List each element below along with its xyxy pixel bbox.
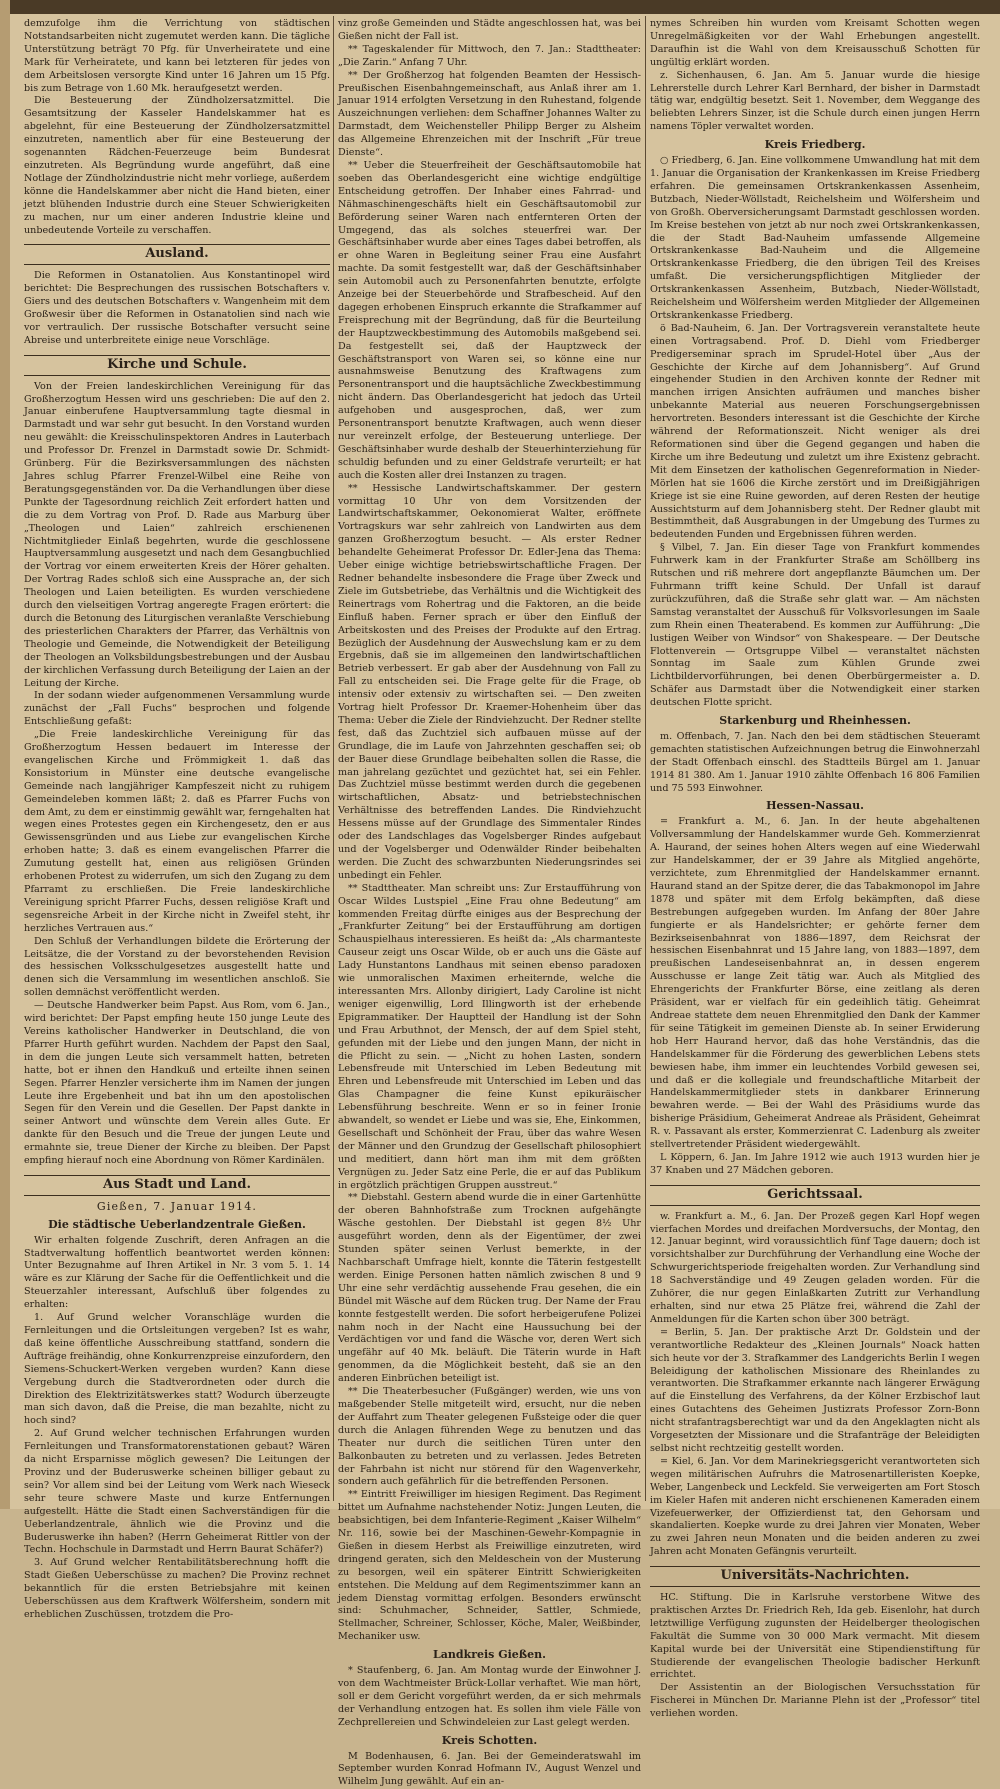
column-1 (24, 18, 330, 1620)
left-page-edge (0, 0, 10, 1509)
article-kirche: Den Schluß der Verhandlungen bildete die Erörterung der Leitsätze, die der Vorstand zu der bevorstehenden Revision des hessischen Volksschulgesetzes ausgestellt hatte und denen sich die Versammlung im wesentlichen anschloß. Sie sollen demnächst veröffentlicht werden. (24, 935, 330, 999)
top-border (0, 0, 1000, 14)
article-text: nymes Schreiben hin wurden vom Kreisamt Schotten wegen Unregelmäßigkeiten vor der Wahl Erhebungen angestellt. Daraufhin ist die Wahl von dem Kreisausschuß Schotten für ungültig erklärt worden. (650, 18, 980, 68)
article-reformen: Die Reformen in Ostanatolien. Aus Konstantinopel wird berichtet: Die Besprechungen des russischen Botschafters v. Giers und des deutschen Botschafters v. Wangenheim mit dem Großwesir über die Reformen in Ostanatolien sind nach wie vor vertraulich. Der russische Botschafter versucht seine Abreise und unterbreitete einige neue Vorschläge. (24, 270, 330, 346)
subheading-kreis-friedberg: Kreis Friedberg. (764, 138, 866, 152)
section-heading-ausland: Ausland. (24, 244, 330, 265)
section-heading-stadt-land: Aus Stadt und Land. (24, 1175, 330, 1196)
article-koeppern: L Köppern, 6. Jan. Im Jahre 1912 wie auch 1913 wurden hier je 37 Knaben und 27 Mädchen geboren. (650, 1151, 980, 1176)
subheading-kreis-schotten: Kreis Schotten. (441, 1733, 538, 1747)
subheading-hessen-nassau: Hessen-Nassau. (766, 799, 864, 813)
column-divider (333, 16, 334, 1501)
article-tageskalender: ** Tageskalender für Mittwoch, den 7. Jan.: Stadttheater: „Die Zarin.“ Anfang 7 Uhr. (338, 43, 641, 68)
article-kirche-quote: „Die Freie landeskirchliche Vereinigung für das Großherzogtum Hessen bedauert im Interesse der evangelischen Kirche und Frömmigkeit 1. daß das Konsistorium in Münster eine deutsche evangelische Gemeinde nach langjähriger Kampfeszeit nicht zu ruhigem Gemeindeleben kommen läßt; 2. daß es Pfarrer Fuchs von dem Amt, zu dem er einstimmig gewählt war, ferngehalten hat wegen eines Protestes gegen ein Kirchengesetz, den er aus Gewissensgründen und aus Liebe zur evangelischen Kirche erhoben hatte; 3. daß es einem evangelischen Pfarrer die Zumutung gestellt hat, einen aus religiösen Gründen erhobenen Protest zu widerrufen, um sich den Zugang zu dem Pfarramt zu erschließen. Die Freie landeskirchliche Vereinigung spricht Pfarrer Fuchs, dessen religiöse Kraft und segensreiche Arbeit in der Kirche nicht in Zweifel steht, ihr herzliches Vertrauen aus.“ (24, 729, 330, 934)
section-heading-universitaet: Universitäts-Nachrichten. (650, 1566, 980, 1587)
article-stadttheater: ** Stadttheater. Man schreibt uns: Zur Erstaufführung von Oscar Wildes Lustspiel „Eine Frau ohne Bedeutung“ am kommenden Freitag dürfte einiges aus der Besprechung der „Frankfurter Zeitung“ bei der Erstaufführung am dortigen Schauspielhaus interessieren. Es heißt da: „Als charmanteste Causeur zeigt uns Oscar Wilde, ob er auch uns die Gäste auf Lady Hunstantons Landhaus mit seinen ebenso paradoxen wie unmoralischen Maximen erheiternde, welche die interessanten Mrs. Allonby dirigiert, Lady Caroline ist nicht weniger eigenwillig, Lord Illingworth ist der erhebende Epigrammatiker. Der Hauptteil der Handlung ist der Sohn und Frau Arbuthnot, der Mensch, der auf dem Spiel steht, gefunden mit der Liebe und den jungen Mann, der nicht in die Pflicht zu sein. — „Nicht zu hohen Lasten, sondern Lebensfreude mit Unterschied im Leben Bedeutung mit Ehren und Lebensfreude mit Unterschied im Leben und das Glas Champagner die feine Kunst epikuräischer Lebensführung beschreite. Wenn er so in feiner Ironie abwandelt, so wendet er Liebe und was sie, Ehe, Einkommen, Gesellschaft und Schönheit der Frau, über das wahre Wesen der Männer und den Grundzug der Gesellschaft philosophiert und meditiert, dann hört man ihm mit dem größten Vergnügen zu. Jeder Satz eine Perle, die er auf das Publikum in ergötzlich prächtigen Gruppen ausstreut.“ (338, 882, 641, 1191)
article-text: vinz große Gemeinden und Städte angeschlossen hat, was bei Gießen nicht der Fall ist. (338, 18, 641, 42)
column-2 (338, 18, 641, 1788)
article-gericht-kiel: = Kiel, 6. Jan. Vor dem Marinekriegsgericht verantworteten sich wegen militärischen Aufruhrs die Matrosenartilleristen Koepke, Weber, Langenbeck und Leckfeld. Sie verweigerten am Fort Stosch im Kieler Hafen mit anderen nicht erschienenen Kameraden einem Vizefeuerwerker, der Offizierdienst tat, den Gehorsam und skandalierten. Koepke wurde zu drei Jahren vier Monaten, Weber zu zwei Jahren neun Monaten und die beiden anderen zu zwei Jahren acht Monaten Gefängnis verurteilt. (650, 1455, 980, 1558)
article-friedberg: ○ Friedberg, 6. Jan. Eine vollkommene Umwandlung hat mit dem 1. Januar die Organisation der Krankenkassen im Kreise Friedberg erfahren. Die gemeinsamen Ortskrankenkassen Assenheim, Butzbach, Nieder-Wöllstadt, Reichelsheim und Wölfersheim und von Großh. Oberversicherungsamt Darmstadt geschlossen worden. Im Kreise bestehen von jetzt ab nur noch zwei Ortskrankenkassen, die der Stadt Bad-Nauheim umfassende Allgemeine Ortskrankenkasse Bad-Nauheim und die Allgemeine Ortskrankenkasse Friedberg, die den übrigen Teil des Kreises umfaßt. Die versicherungspflichtigen Mitglieder der Ortskrankenkassen Assenheim, Butzbach, Nieder-Wöllstadt, Reichelsheim und Wölfersheim werden Mitglieder der Allgemeinen Ortskrankenkasse Friedberg. (650, 155, 980, 321)
column-3 (650, 18, 980, 1720)
article-vilbel: § Vilbel, 7. Jan. Ein dieser Tage von Frankfurt kommendes Fuhrwerk kam in der Frankfurter Straße am Schöllberg ins Rutschen und riß mehrere dort angepflanzte Bäumchen um. Der Fuhrmann trifft keine Schuld. Der Unfall ist darauf zurückzuführen, daß die Straße sehr glatt war. — Am nächsten Samstag veranstaltet der Ausschuß für Volksvorlesungen im Saale zum Rhein einen Theaterabend. Es kommen zur Aufführung: „Die lustigen Weiber von Windsor“ von Shakespeare. — Der Deutsche Flottenverein — Ortsgruppe Vilbel — veranstaltet nächsten Sonntag im Saale zum Kühlen Grunde zwei Lichtbildervorführungen, bei denen Oberbürgermeister a. D. Schäfer aus Darmstadt über die Notwendigkeit einer starken deutschen Flotte spricht. (650, 542, 980, 709)
article-bad-nauheim: ö Bad-Nauheim, 6. Jan. Der Vortragsverein veranstaltete heute einen Vortragsabend. Prof. D. Diehl vom Friedberger Predigerseminar sprach im Sprudel-Hotel über „Aus der Geschichte der Kirche auf dem Johannisberg“. Auf Grund eingehender Studien in den Archiven konnte der Redner mit manchen irrigen Ansichten aufräumen und manches bisher unbekannte Material aus neueren Forschungsergebnissen hervortreten. Besonders interessant ist die Geschichte der Kirche während der Reformationszeit. Nicht weniger als drei Reformationen sind über die Gegend gegangen und haben die Kirche um ihre Bedeutung und zuletzt um ihre Existenz gebracht. Mit dem Einsetzen der katholischen Gegenreformation in Nieder-Mörlen hat sie 1606 die Kirche zerstört und im Dreißigjährigen Kriege ist sie eine Ruine geworden, auf deren Resten der heutige Aussichtsturm auf dem Johannisberg steht. Der Redner glaubt mit Bestimmtheit, daß Ausgrabungen in der Umgebung des Turmes zu bedeutenden Funden und Ergebnissen führen werden. (650, 322, 980, 541)
article-handwerker: — Deutsche Handwerker beim Papst. Aus Rom, vom 6. Jan., wird berichtet: Der Papst empfing heute 150 junge Leute des Vereins katholischer Handwerker in Deutschland, die von Pfarrer Hurth geführt wurden. Nachdem der Papst den Saal, in dem die jungen Leute sich versammelt hatten, betreten hatte, bot er ihnen den Handkuß und erteilte ihnen seinen Segen. Pfarrer Henzler versicherte ihm im Namen der jungen Leute ihre Ergebenheit und bat ihn um den apostolischen Segen für den Verein und die Gesellen. Der Papst dankte in seiner Antwort und wünschte dem Verein alles Gute. Er dankte für den Besuch und die Treue der jungen Leute und ermahnte sie, treue Diener der Kirche zu bleiben. Der Papst empfing hierauf noch eine Abordnung von Römer Kardinälen. (24, 1000, 330, 1167)
article-ueberlandzentrale: 1. Auf Grund welcher Voranschläge wurden die Fernleitungen und die Ortsleitungen vergeben? Ist es wahr, daß keine öffentliche Ausschreibung stattfand, sondern die Aufträge freihändig, ohne Konkurrenzpreise einzufordern, den Siemens-Schuckert-Werken vergeben wurden? Kann diese Vergebung durch die Stadtverordneten oder durch die Direktion des Elektrizitätswerkes statt? Wodurch überzeugte man sich davon, daß die Preise, die man bezahlte, nicht zu hoch sind? (24, 1312, 330, 1427)
article-offenbach: m. Offenbach, 7. Jan. Nach den bei dem städtischen Steueramt gemachten statistischen Aufzeichnungen betrug die Einwohnerzahl der Stadt Offenbach einschl. des Stadtteils Bürgel am 1. Januar 1914 81 380. Am 1. Januar 1910 zählte Offenbach 16 806 Familien und 75 593 Einwohner. (650, 730, 980, 794)
article-text: demzufolge ihm die Verrichtung von städtischen Notstandsarbeiten nicht zugemutet werden kann. Die tägliche Unterstützung beträgt 70 Pfg. für Unverheiratete und eine Mark für Verheiratete, und kann bei letzteren für jedes von dem Arbeitslosen versorgte Kind unter 16 Jahren um 15 Pfg. bis zum Betrage von 1.60 Mk. heraufgesetzt werden. (24, 18, 330, 94)
article-landwirtschaftskammer: ** Hessische Landwirtschaftskammer. Der gestern vormittag 10 Uhr von dem Vorsitzenden der Landwirtschaftskammer, Oekonomierat Walter, eröffnete Vortragskurs war sehr zahlreich von Landwirten aus dem ganzen Großherzogtum besucht. — Als erster Redner behandelte Geheimerat Professor Dr. Edler-Jena das Thema: Ueber einige wichtige betriebswirtschaftliche Fragen. Der Redner behandelte insbesondere die Frage über Zweck und Ziele im Gutsbetriebe, das Verhältnis und die Wichtigkeit des Reinertrags vom Rohertrag und die Faktoren, an die beide Einfluß haben. Ferner sprach er über den Einfluß der Arbeitskosten und des Preises der Produkte auf den Ertrag. Bezüglich der Ausdehnung der Auswechslung kam er zu dem Ergebnis, daß sie im allgemeinen den landwirtschaftlichen Betrieb verbessert. Er gab aber der Ausdehnung von Fall zu Fall zu entscheiden sei. Die Frage gelte für die Frage, ob intensiv oder extensiv zu wirtschaften sei. — Den zweiten Vortrag hielt Professor Dr. Kraemer-Hohenheim über das Thema: Ueber die Ziele der Rindviehzucht. Der Redner stellte fest, daß das Zuchtziel sich aufbauen müsse auf der Grundlage, die im Laufe von Jahrzehnten geschaffen sei; ob der Bauer diese Grundlage beibehalten sollen die Rasse, die man jahrelang gezüchtet und gezüchtet hat, sei ein Fehler. Das Zuchtziel müsse bestimmt werden durch die gegebenen wirtschaftlichen, Absatz- und betriebstechnischen Verhältnisse des betreffenden Landes. Die Rindviehzucht Hessens müsse auf der Grundlage des Simmentaler Rindes oder des Landschlages das Vogelsberger Rindes aufgebaut und der Vogelsberger und Odenwälder Rinder beibehalten werden. Die Zucht des schwarzbunten Niederungsrindes sei unbedingt ein Fehler. (338, 482, 641, 881)
article-gericht-frankfurt: w. Frankfurt a. M., 6. Jan. Der Prozeß gegen Karl Hopf wegen vierfachen Mordes und dreifachen Mordversuchs, der Montag, den 12. Januar beginnt, wird voraussichtlich fünf Tage dauern; doch ist vorsichtshalber zur Durchführung der Verhandlung eine Woche der Schwurgerichtsperiode freigehalten worden. Zur Verhandlung sind 18 Sachverständige und 49 Zeugen geladen worden. Für die Zuhörer, die nur gegen Einlaßkarten Zutritt zur Verhandlung erhalten, sind nur etwa 25 Plätze frei, während die Zahl der Anmeldungen für die Karten schon über 300 beträgt. (650, 1210, 980, 1325)
article-ueberlandzentrale: 2. Auf Grund welcher technischen Erfahrungen wurden Fernleitungen und Transformatorenstationen gebaut? Wären da nicht Ersparnisse möglich gewesen? Die Leitungen der Provinz und der Buderuswerke scheinen billiger gebaut zu sein? Vor allem sind bei der Leitung vom Werk nach Wieseck sehr teure schwere Maste und kurze Entfernungen aufgestellt. Hätte die Stadt einen Sachverständigen für die Ueberlandzentrale, ähnlich wie die Provinz und die Buderuswerke ihn haben? (Herrn Geheimerat Rittler von der Techn. Hochschule in Darmstadt und Herrn Baurat Schäfer?) (24, 1428, 330, 1556)
article-freiwillige: ** Eintritt Freiwilliger im hiesigen Regiment. Das Regiment bittet um Aufnahme nachstehender Notiz: Jungen Leuten, die beabsichtigen, bei dem Infanterie-Regiment „Kaiser Wilhelm“ Nr. 116, sowie bei der Maschinen-Gewehr-Kompagnie in Gießen in diesem Herbst als Freiwillige einzutreten, wird dringend geraten, sich den Meldeschein von der Musterung zu besorgen, weil ein späterer Eintritt Schwierigkeiten entstehen. Die Meldung auf dem Regimentszimmer kann an jedem Dienstag vormittag erfolgen. Besonders erwünscht sind: Schuhmacher, Schneider, Sattler, Schmiede, Stellmacher, Schreiner, Schlosser, Köche, Maler, Weißbinder, Mechaniker usw. (338, 1489, 641, 1643)
article-gericht-berlin: = Berlin, 5. Jan. Der praktische Arzt Dr. Goldstein und der verantwortliche Redakteur des „Kleinen Journals“ Noack hatten sich heute vor der 3. Strafkammer des Landgerichts Berlin I wegen Beleidigung der katholischen Missionare des Rheinlandes zu verantworten. Die Strafkammer erkannte nach längerer Erwägung auf die Einstellung des Verfahrens, da der Kölner Erzbischof laut eines Gutachtens des Geheimen Justizrats Professor Zorn-Bonn nicht strafantragsberechtigt war und da den Angeklagten nicht als Vorgesetzten der Missionare und die Strafanträge der Beleidigten selbst nicht rechtzeitig gestellt worden. (650, 1326, 980, 1454)
article-diebstahl: ** Diebstahl. Gestern abend wurde die in einer Gartenhütte der oberen Bahnhofstraße zum Trocknen aufgehängte Wäsche gestohlen. Der Diebstahl ist gegen 8½ Uhr ausgeführt worden, denn als der Eigentümer, der zwei Stunden später seinen Verlust bemerkte, in der Nachbarschaft Umfrage hielt, konnte die Täterin festgestellt werden. Einige Personen hatten nämlich zwischen 8 und 9 Uhr eine sehr verdächtig aussehende Frau gesehen, die ein Bündel mit Wäsche auf dem Rücken trug. Der Name der Frau konnte festgestellt werden. Die sofort herbeigerufene Polizei nahm noch in der Nacht eine Haussuchung bei der Verdächtigen vor und fand die Wäsche vor, deren Wert sich ungefähr auf 40 Mk. beläuft. Die Täterin wurde in Haft genommen, da die Möglichkeit besteht, daß sie an den anderen Einbrüchen beteiligt ist. (338, 1192, 641, 1385)
article-geschaeftsautomobile: ** Ueber die Steuerfreiheit der Geschäftsautomobile hat soeben das Oberlandesgericht eine wichtige endgültige Entscheidung getroffen. Der Inhaber eines Fahrrad- und Nähmaschinengeschäfts hielt ein Geschäftsautomobil zur Beförderung seiner Waren nach entfernteren Orten der Umgegend, das als solches steuerfrei war. Der Geschäftsinhaber wurde aber eines Tages dabei betroffen, als er ohne Waren in Begleitung seiner Frau eine Ausfahrt machte. Da somit festgestellt war, daß der Geschäftsinhaber sein Automobil auch zu Personenfahrten benutzte, erfolgte Anzeige bei der Steuerbehörde und Strafbescheid. Auf den dagegen erhobenen Einspruch erkannte die Strafkammer auf Freisprechung mit der Begründung, daß für die Beurteilung der Hauptzweckbestimmung des Automobils maßgebend sei. Da festgestellt sei, daß der Hauptzweck der Geschäftstransport von Waren sei, so könne eine nur ausnahmsweise Benutzung des Kraftwagens zum Personentransport und die hauptsächliche Zweckbestimmung nicht ändern. Das Oberlandesgericht hat jedoch das Urteil aufgehoben und ausgesprochen, daß, wer zum Personentransport benutzte Kraftwagen, auch wenn dieser nur vereinzelt erfolge, der Besteuerung unterliege. Der Geschäftsinhaber wurde deshalb der Steuerhinterziehung für schuldig befunden und zu einer Geldstrafe verurteilt; er hat auch die Kosten aller drei Instanzen zu tragen. (338, 159, 641, 481)
article-kirche: In der sodann wieder aufgenommenen Versammlung wurde zunächst der „Fall Fuchs“ besprochen und folgende Entschließung gefaßt: (24, 690, 330, 728)
article-grossherzog: ** Der Großherzog hat folgenden Beamten der Hessisch-Preußischen Eisenbahngemeinschaft, aus Anlaß ihrer am 1. Januar 1914 erfolgten Versetzung in den Ruhestand, folgende Auszeichnungen verliehen: dem Schaffner Johannes Walter zu Darmstadt, dem Weichensteller Philipp Berger zu Alsheim das Allgemeine Ehrenzeichen mit der Inschrift „Für treue Dienste“. (338, 69, 641, 159)
column-divider (645, 16, 646, 1501)
article-ueberlandzentrale: Wir erhalten folgende Zuschrift, deren Anfragen an die Stadtverwaltung hoffentlich beantwortet werden können: Unter Bezugnahme auf Ihren Artikel in Nr. 3 vom 5. 1. 14 wäre es zur Klärung der Sache für die Oeffentlichkeit und die Steuerzahler interessant, Aufschluß über folgendes zu erhalten: (24, 1234, 330, 1311)
article-bodenhausen: M Bodenhausen, 6. Jan. Bei der Gemeinderatswahl im September wurden Konrad Hofmann IV., August Wenzel und Wilhelm Jung gewählt. Auf ein an- (338, 1750, 641, 1788)
article-theaterbesucher: ** Die Theaterbesucher (Fußgänger) werden, wie uns von maßgebender Stelle mitgeteilt wird, ersucht, nur die neben der Auffahrt zum Theater gelegenen Fußsteige oder die quer durch die Anlagen führenden Wege zu benutzen und das Theater nur durch die seitlichen Türen unter den Balkonbauten zu betreten und zu verlassen. Jedes Betreten der Fahrbahn ist nicht nur störend für den Wagenverkehr, sondern auch gefährlich für die betreffenden Personen. (338, 1386, 641, 1488)
article-sichenhausen: z. Sichenhausen, 6. Jan. Am 5. Januar wurde die hiesige Lehrerstelle durch Lehrer Karl Bernhard, der bisher in Darmstadt tätig war, endgültig besetzt. Seit 1. November, dem Weggange des beliebten Lehrers Sinzer, ist die Schule durch einen jungen Herrn namens Töpler verwaltet worden. (650, 69, 980, 133)
article-professor-titel: Der Assistentin an der Biologischen Versuchsstation für Fischerei in München Dr. Marianne Plehn ist der „Professor“ titel verliehen worden. (650, 1682, 980, 1720)
subheading-landkreis-giessen: Landkreis Gießen. (433, 1648, 546, 1662)
subheading-starkenburg: Starkenburg und Rheinhessen. (719, 714, 911, 728)
article-frankfurt: = Frankfurt a. M., 6. Jan. In der heute abgehaltenen Vollversammlung der Handelskammer wurde Geh. Kommerzienrat A. Haurand, der seines hohen Alters wegen auf eine Wiederwahl zur Handelskammer, der er 39 Jahre als Mitglied angehörte, verzichtete, zum Ehrenmitglied der Handelskammer ernannt. Haurand stand an der Spitze derer, die das Tabakmonopol im Jahre 1878 und später mit dem Erfolg bekämpften, daß diese Bestrebungen aufgegeben wurden. Im Anfang der 80er Jahre fungierte er als Handelsrichter; er gehörte ferner dem Bezirkseisenbahnrat von 1886—1897, dem Reichsrat der hessischen Eisenbahnrat und 15 Jahre lang, von 1883—1897, dem preußischen Landeseisenbahnrat an, in dessen engerem Ausschusse er lange Zeit tätig war. Auch als Mitglied des Ehrengerichts der Frankfurter Börse, eine zeitlang als deren Präsident, war er vielfach für ein gedeihlich tätig. Geheimrat Andreae stattete dem neuen Ehrenmitglied den Dank der Kammer für seine Tätigkeit im gemeinen Dienste ab. In seiner Erwiderung hob Herr Haurand hervor, daß das hohe Verständnis, das die Handelskammer für die Förderung des gewerblichen Lebens stets bewiesen habe, ihm immer ein leuchtendes Vorbild gewesen sei, und daß er die kollegiale und freundschaftliche Mitarbeit der Handelskammermitglieder stets in dankbarer Erinnerung bewahren werde. — Bei der Wahl des Präsidiums wurde das bisherige Präsidium, Geheimerat Andreae als Präsident, Geheimrat R. v. Passavant als erster, Kommerzienrat C. Ladenburg als zweiter stellvertretender Präsident wiedergewählt. (650, 816, 980, 1151)
subheading-ueberlandzentrale: Die städtische Ueberlandzentrale Gießen. (48, 1217, 306, 1231)
article-zuendholz: Die Besteuerung der Zündholzersatzmittel. Die Gesamtsitzung der Kasseler Handelskammer hat es abgelehnt, für eine Besteuerung der Zündholzersatzmittel einzutreten, namentlich aber für eine Besteuerung der sogenannten Rädchen-Feuerzeuge beim Bundesrat einzutreten. Als Begründung wurde angeführt, daß eine Notlage der Zündholzindustrie nicht mehr vorliege, außerdem könne die Handelskammer aber nicht die Hand bieten, einer jetzt blühenden Industrie durch eine Steuer Schwierigkeiten zu machen, nur um einer anderen Industrie kleine und unbedeutende Vorteile zu verschaffen. (24, 95, 330, 236)
article-staufenberg: * Staufenberg, 6. Jan. Am Montag wurde der Einwohner J. von dem Wachtmeister Brück-Lollar verhaftet. Wie man hört, soll er dem Gericht vorgeführt werden, da er sich mehrmals der Verhandlung entzogen hat. Es sollen ihm viele Fälle von Zechprellereien und Schwindeleien zur Last gelegt werden. (338, 1665, 641, 1728)
section-heading-kirche: Kirche und Schule. (24, 355, 330, 376)
article-kirche: Von der Freien landeskirchlichen Vereinigung für das Großherzogtum Hessen wird uns geschrieben: Die auf den 2. Januar einberufene Hauptversammlung tagte diesmal in Darmstadt und war sehr gut besucht. In den Vorstand wurden neu gewählt: die Kreisschulinspektoren Andres in Lauterbach und Professor Dr. Frenzel in Darmstadt sowie Dr. Schmidt-Grünberg. Für die Bezirksversammlungen des nächsten Jahres schlug Pfarrer Frenzel-Wilbel eine Reihe von Beratungsgegenständen vor. Da die Verhandlungen über diese Punkte der Tagesordnung reichlich Zeit erfordert hatten und die zu dem Vortrag von Prof. D. Rade aus Marburg über „Theologen und Laien“ zahlreich erschienenen Nichtmitglieder Einlaß begehrten, wurde die geschlossene Hauptversammlung ausgesetzt und nach dem Gesangbuchlied der Vortrag vor einem erweiterten Kreis der Hörer gehalten. Der Vortrag Rades schloß sich eine Aussprache an, der sich Theologen und Laien beteiligten. Es wurden verschiedene durch den vielseitigen Vortrag angeregte Fragen erörtert: die durch die Betonung des Liturgischen veranlaßte Verschiebung des priesterlichen Charakters der Pfarrer, das Verhältnis von Theologie und Gemeinde, die Notwendigkeit der Beteiligung der Theologen an Volksbildungsbestrebungen und der Ausbau der kirchlichen Verfassung durch Beteiligung der Laien an der Leitung der Kirche. (24, 380, 330, 689)
section-heading-gerichtssaal: Gerichtssaal. (650, 1185, 980, 1206)
article-ueberlandzentrale: 3. Auf Grund welcher Rentabilitätsberechnung hofft die Stadt Gießen Ueberschüsse zu machen? Die Provinz rechnet bekanntlich für die ersten Betriebsjahre mit keinen Ueberschüssen aus dem Kraftwerk Wölfersheim, sondern mit erheblichen Zuschüssen, trotzdem die Pro- (24, 1557, 330, 1620)
dateline: Gießen, 7. Januar 1914. (96, 1199, 258, 1213)
article-stiftung: HC. Stiftung. Die in Karlsruhe verstorbene Witwe des praktischen Arztes Dr. Friedrich Reh, Ida geb. Eisenlohr, hat durch letztwillige Verfügung zugunsten der Heidelberger theologischen Fakultät die Summe von 30 000 Mark vermacht. Mit diesem Kapital wurde bei der Universität eine Stipendienstiftung für Studierende der evangelischen Theologie badischer Herkunft errichtet. (650, 1592, 980, 1681)
